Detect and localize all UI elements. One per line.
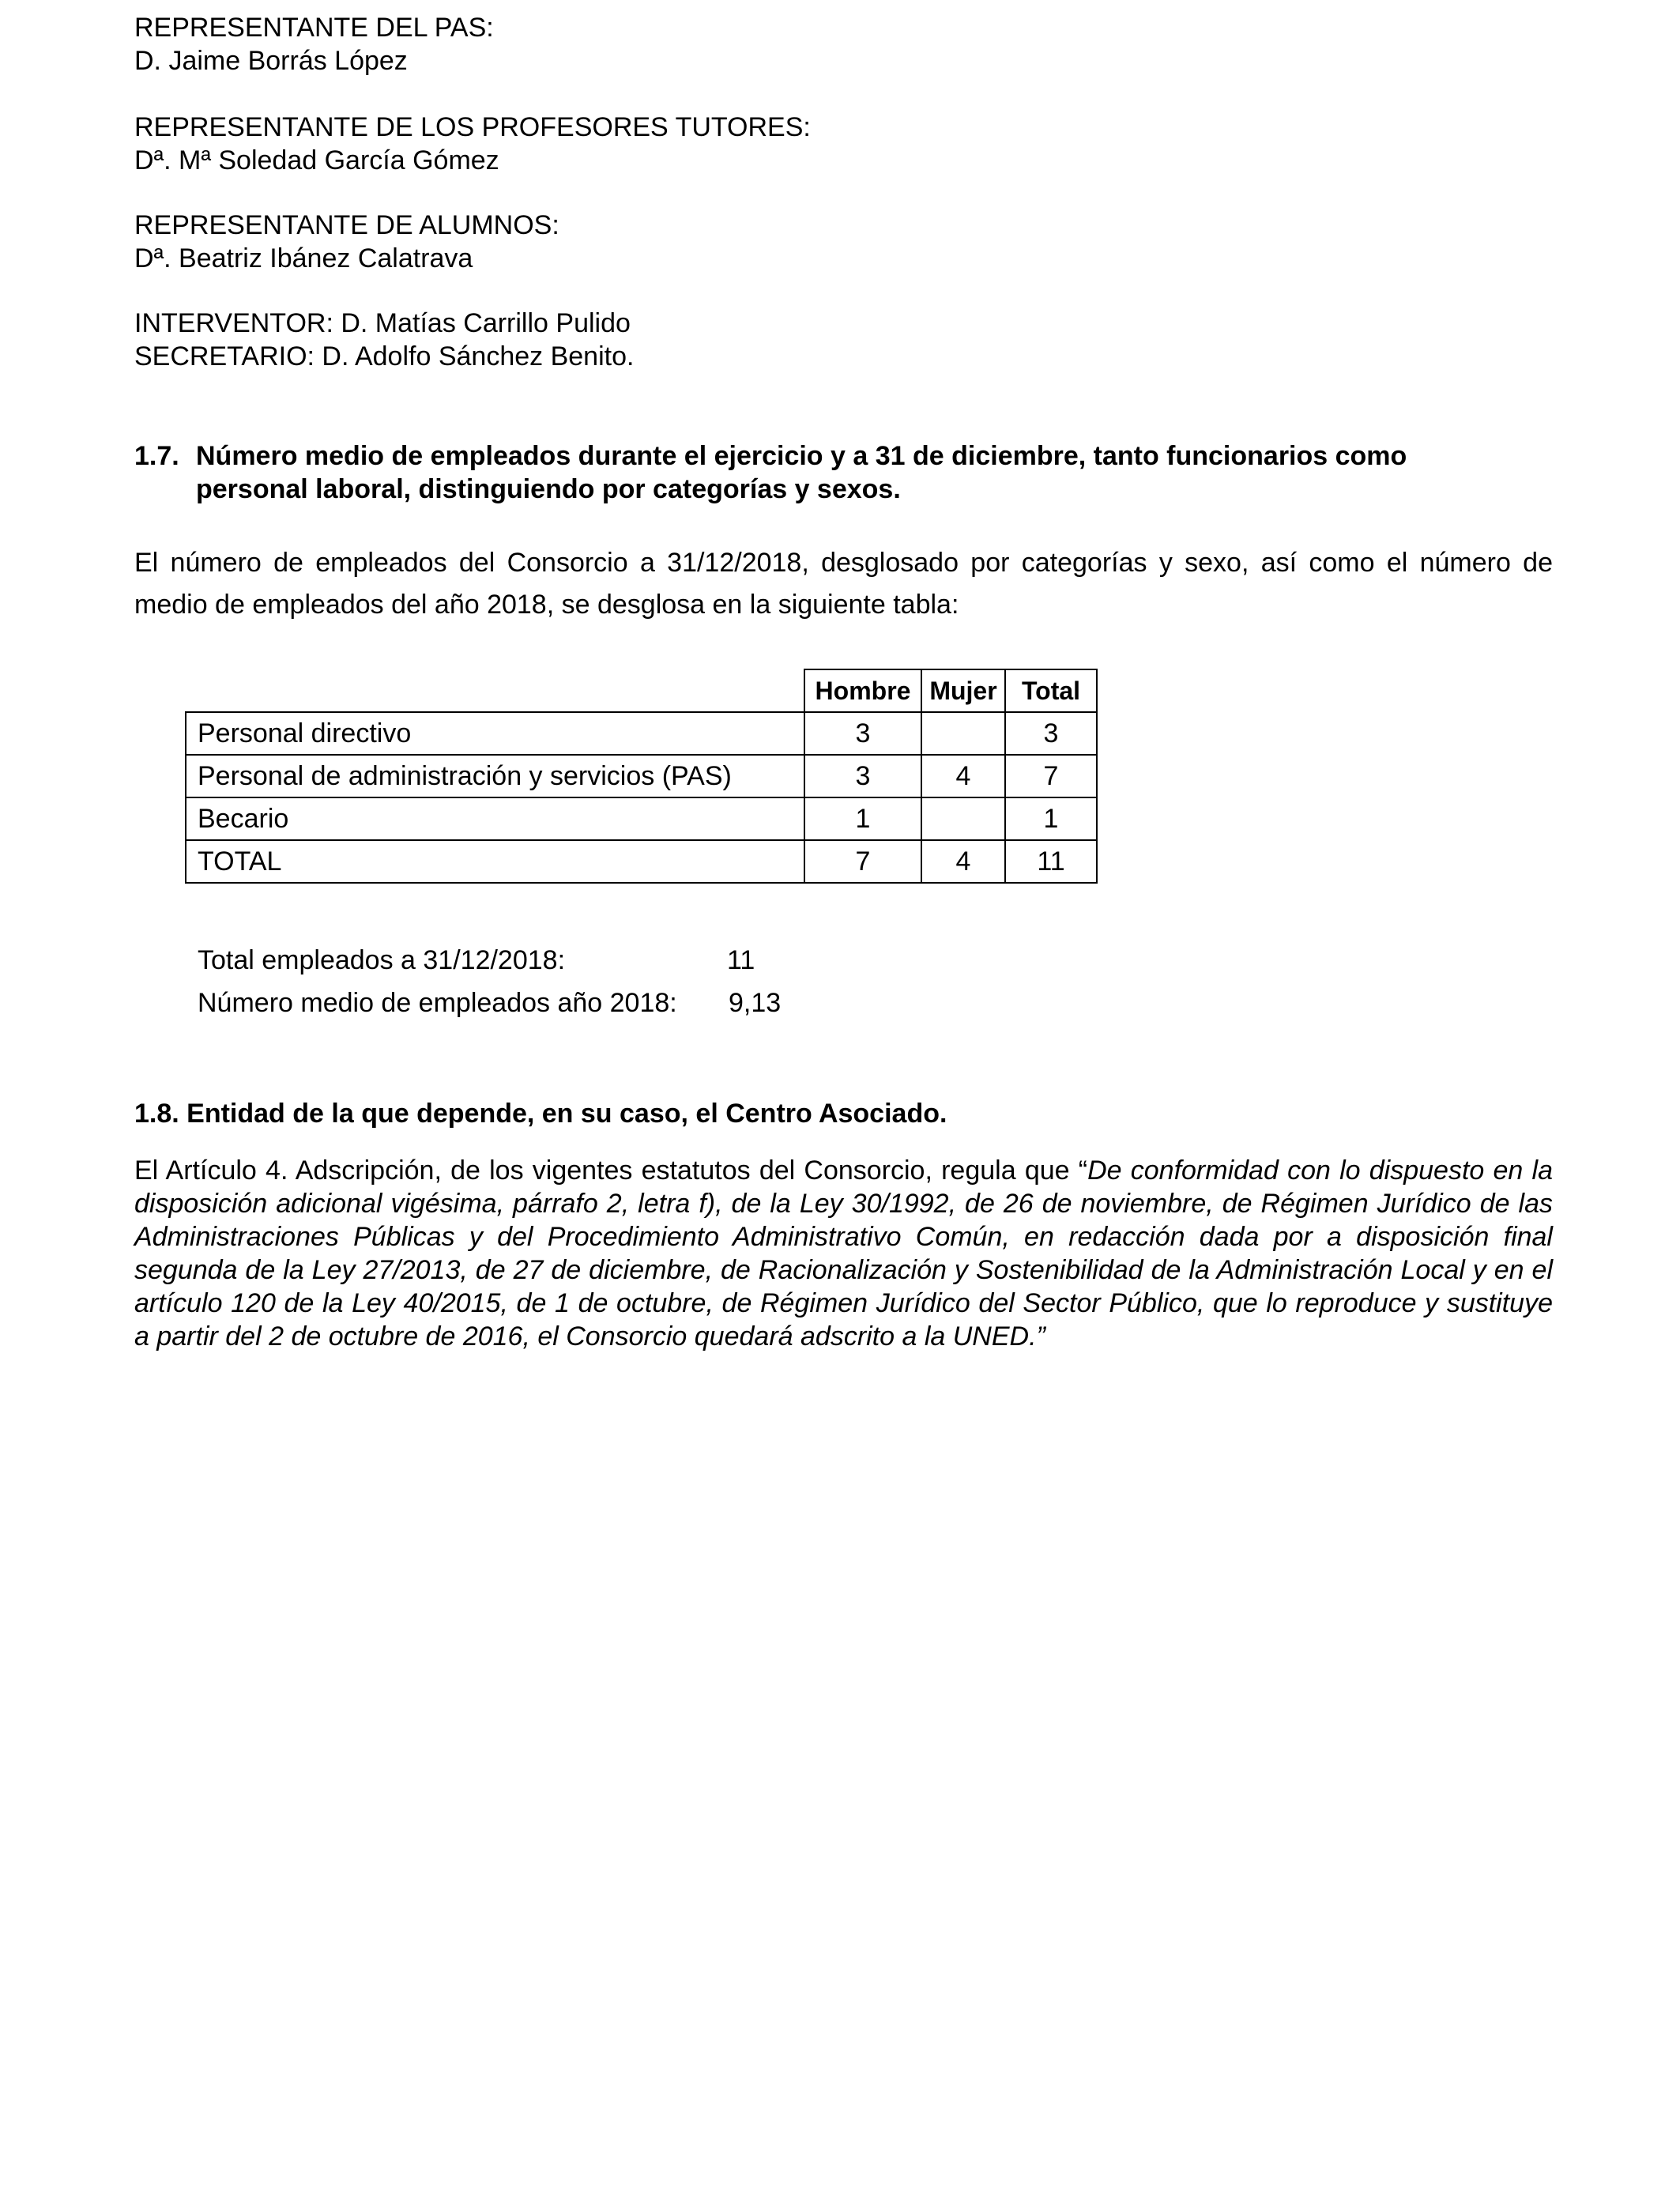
alumnos-title: REPRESENTANTE DE ALUMNOS:: [134, 210, 559, 240]
section-1-7-intro: El número de empleados del Consorcio a 31/12/2018, desglosado por categorías y sexo, así como el número de medio de empleados del año 2018, se desglosa en la siguiente tabla:: [134, 548, 1553, 620]
section-1-8-heading: [134, 1097, 1553, 1130]
summary-total-value: 11: [727, 945, 755, 975]
row-hombre: 1: [804, 797, 921, 840]
employees-summary: [198, 939, 782, 1024]
table-header-blank: [186, 669, 804, 712]
alumnos-representative-block: [134, 209, 1553, 275]
section-1-8-body-plain: El Artículo 4. Adscripción, de los vigentes estatutos del Consorcio, regula que “: [134, 1155, 1088, 1186]
table-row: [186, 712, 1097, 755]
row-label: TOTAL: [186, 840, 804, 883]
tutores-name: Dª. Mª Soledad García Gómez: [134, 145, 499, 175]
pas-representative-block: [134, 11, 1553, 77]
pas-title: REPRESENTANTE DEL PAS:: [134, 13, 494, 43]
row-total: 1: [1005, 797, 1097, 840]
row-total: 3: [1005, 712, 1097, 755]
summary-medio-label: Número medio de empleados año 2018:: [198, 988, 677, 1018]
row-label: Becario: [186, 797, 804, 840]
row-total: 7: [1005, 755, 1097, 797]
table-total-row: [186, 840, 1097, 883]
summary-medio-row: [198, 982, 782, 1024]
table-header-hombre: Hombre: [804, 669, 921, 712]
section-1-7-heading-line2: personal laboral, distinguiendo por categorías y sexos.: [196, 474, 901, 504]
row-mujer: 4: [921, 840, 1005, 883]
table-header-total: Total: [1005, 669, 1097, 712]
section-1-7-heading-line1: Número medio de empleados durante el ejercicio y a 31 de diciembre, tanto funcionarios como: [196, 441, 1407, 471]
row-total: 11: [1005, 840, 1097, 883]
tutores-representative-block: [134, 111, 1553, 177]
summary-total-row: [198, 939, 755, 982]
pas-name: D. Jaime Borrás López: [134, 46, 408, 76]
officers-block: [134, 307, 1553, 373]
summary-total-label: Total empleados a 31/12/2018:: [198, 945, 566, 975]
row-label: Personal de administración y servicios (PAS): [186, 755, 804, 797]
table-header-mujer: Mujer: [921, 669, 1005, 712]
section-1-8-body-quote: De conformidad con lo dispuesto en la disposición adicional vigésima, párrafo 2, letra f), de la Ley 30/1992, de 26 de noviembre, de Régimen Jurídico de las Administraciones Públicas y del Procedimiento Administrativo Común, en redacción dada por a disposición final segunda de la Ley 27/2013, de 27 de diciembre, de Racionalización y Sostenibilidad de la Administración Local y en el artículo 120 de la Ley 40/2015, de 1 de octubre, de Régimen Jurídico del Sector Público, que lo reproduce y sustituye a partir del 2 de octubre de 2016, el Consorcio quedará adscrito a la UNED.”: [134, 1155, 1553, 1351]
table-header-row: [186, 669, 1097, 712]
section-1-8-heading-text: 1.8. Entidad de la que depende, en su caso, el Centro Asociado.: [134, 1099, 947, 1129]
row-hombre: 3: [804, 712, 921, 755]
alumnos-name: Dª. Beatriz Ibánez Calatrava: [134, 243, 473, 273]
row-mujer: [921, 712, 1005, 755]
row-mujer: 4: [921, 755, 1005, 797]
employees-table: [185, 669, 1098, 884]
row-hombre: 3: [804, 755, 921, 797]
section-1-7-heading: [134, 439, 1553, 506]
tutores-title: REPRESENTANTE DE LOS PROFESORES TUTORES:: [134, 112, 811, 142]
section-1-8-body: [134, 1154, 1553, 1353]
table-row: [186, 797, 1097, 840]
table-row: [186, 755, 1097, 797]
row-label: Personal directivo: [186, 712, 804, 755]
row-hombre: 7: [804, 840, 921, 883]
row-mujer: [921, 797, 1005, 840]
interventor-line: INTERVENTOR: D. Matías Carrillo Pulido: [134, 308, 631, 338]
summary-medio-value: 9,13: [729, 988, 782, 1018]
section-1-7-number: 1.7.: [134, 441, 179, 471]
secretario-line: SECRETARIO: D. Adolfo Sánchez Benito.: [134, 341, 635, 371]
